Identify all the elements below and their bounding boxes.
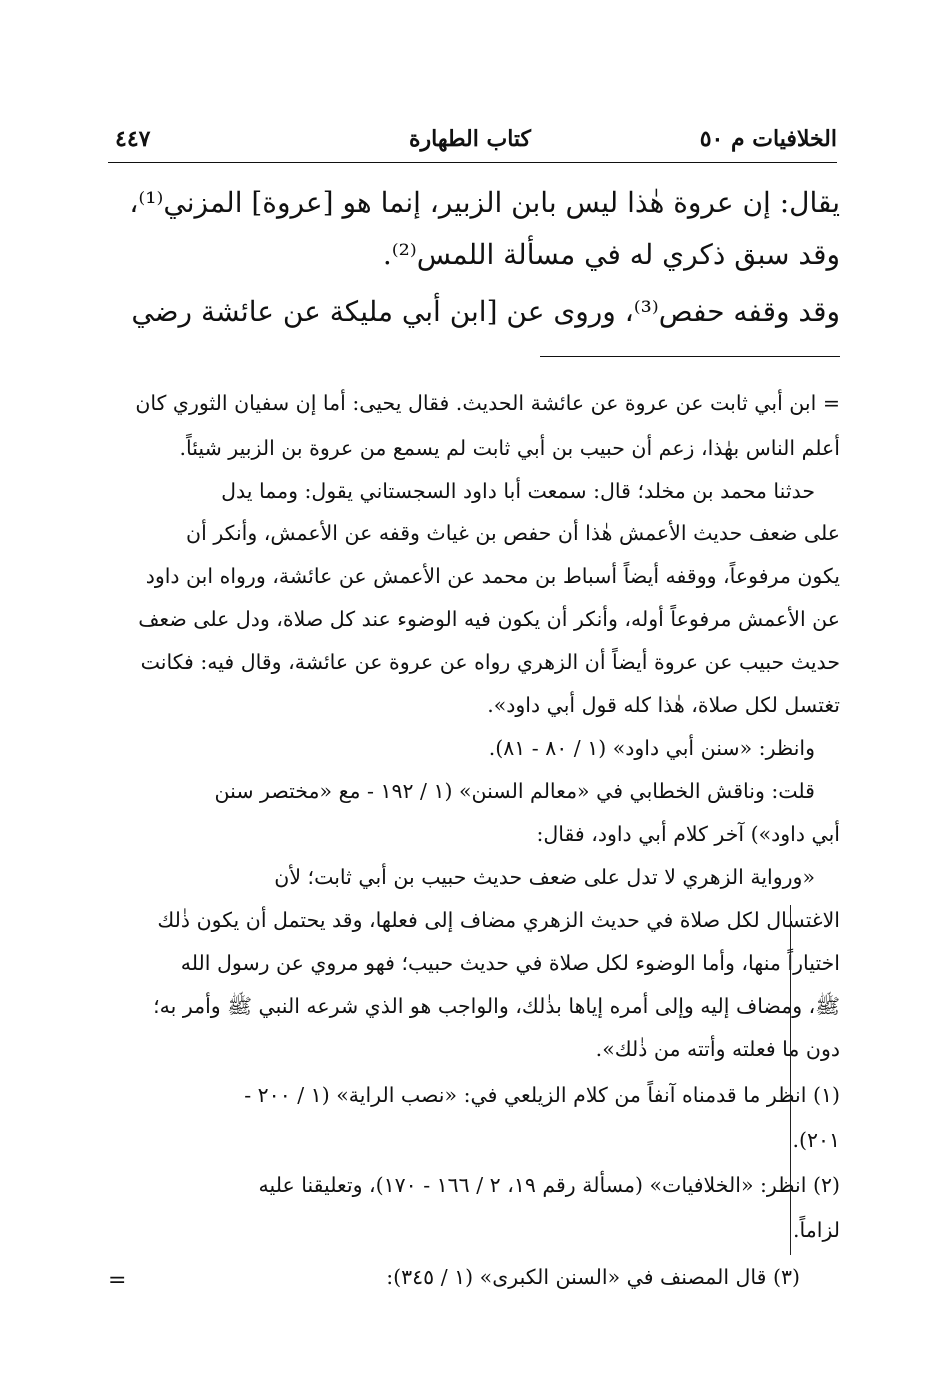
- footnote-line: «ورواية الزهري لا تدل على ضعف حديث حبيب بن أبي ثابت؛ لأن: [274, 865, 815, 889]
- footnote-1: (١) انظر ما قدمناه آنفاً من كلام الزيلعي في: «نصب الراية» (١ / ٢٠٠ -: [244, 1083, 840, 1107]
- footnote-line: تغتسل لكل صلاة، هٰذا كله قول أبي داود».: [487, 693, 840, 717]
- footnote-3: (٣) قال المصنف في «السنن الكبرى» (١ / ٣٤٥):: [386, 1265, 800, 1289]
- running-header-title: كتاب الطهارة: [408, 126, 532, 152]
- running-header-chapter: الخلافيات م ٥٠: [699, 126, 837, 152]
- footnote-line: دون ما فعلته وأتته من ذٰلك».: [595, 1037, 840, 1061]
- footnote-line: أعلم الناس بهٰذا، زعم أن حبيب بن أبي ثابت لم يسمع من عروة بن الزبير شيئاً.: [179, 436, 840, 460]
- footnote-line: قلت: وناقش الخطابي في «معالم السنن» (١ / ١٩٢ - مع «مختصر سنن: [214, 779, 815, 803]
- footnote-line: اختياراً منها، وأما الوضوء لكل صلاة في حديث حبيب؛ فهو مروي عن رسول الله: [180, 951, 840, 975]
- footnote-line: = ابن أبي ثابت عن عروة عن عائشة الحديث. فقال يحيى: أما إن سفيان الثوري كان: [135, 391, 840, 415]
- footnote-line: ﷺ، ومضاف إليه وإلى أمره إياها بذٰلك، والواجب هو الذي شرعه النبي ﷺ وأمر به؛: [153, 994, 840, 1018]
- footnote-line: على ضعف حديث الأعمش هٰذا أن حفص بن غياث وقفه عن الأعمش، وأنكر أن: [186, 521, 840, 545]
- footnote-line: وانظر: «سنن أبي داود» (١ / ٨٠ - ٨١).: [488, 736, 815, 760]
- footnote-2: (٢) انظر: «الخلافيات» (مسألة رقم ١٩، ٢ / ١٦٦ - ١٧٠)، وتعليقنا عليه: [258, 1173, 840, 1197]
- footnote-separator: [540, 356, 840, 357]
- footnote-line: حديث حبيب عن عروة أيضاً أن الزهري رواه عن عروة عن عائشة، وقال فيه: فكانت: [140, 650, 840, 674]
- page-number: ٤٤٧: [115, 126, 151, 152]
- footnote-line: يكون مرفوعاً، ووقفه أيضاً أسباط بن محمد عن الأعمش عن عائشة، ورواه ابن داود: [145, 564, 840, 588]
- footnote-1-cont: ٢٠١).: [792, 1128, 840, 1152]
- footnote-line: أبي داود») آخر كلام أبي داود، فقال:: [536, 822, 840, 846]
- continuation-mark: =: [108, 1268, 127, 1293]
- main-line-2: وقد سبق ذكري له في مسألة اللمس⁽²⁾.: [382, 238, 840, 271]
- footnote-line: الاغتسال لكل صلاة في حديث الزهري مضاف إلى فعلها، وقد يحتمل أن يكون ذٰلك: [157, 908, 840, 932]
- footnote-line: حدثنا محمد بن مخلد؛ قال: سمعت أبا داود السجستاني يقول: ومما يدل: [221, 479, 815, 503]
- header-rule: [108, 162, 837, 163]
- main-line-1: يقال: إن عروة هٰذا ليس بابن الزبير، إنما هو [عروة] المزني⁽¹⁾،: [129, 186, 840, 219]
- margin-bar: [790, 905, 791, 1255]
- footnote-2-cont: لزاماً.: [793, 1218, 840, 1242]
- main-line-3: وقد وقفه حفص⁽³⁾، وروى عن [ابن أبي مليكة عن عائشة رضي: [131, 295, 840, 328]
- footnote-line: عن الأعمش مرفوعاً أوله، وأنكر أن يكون فيه الوضوء عند كل صلاة، ودل على ضعف: [138, 607, 840, 631]
